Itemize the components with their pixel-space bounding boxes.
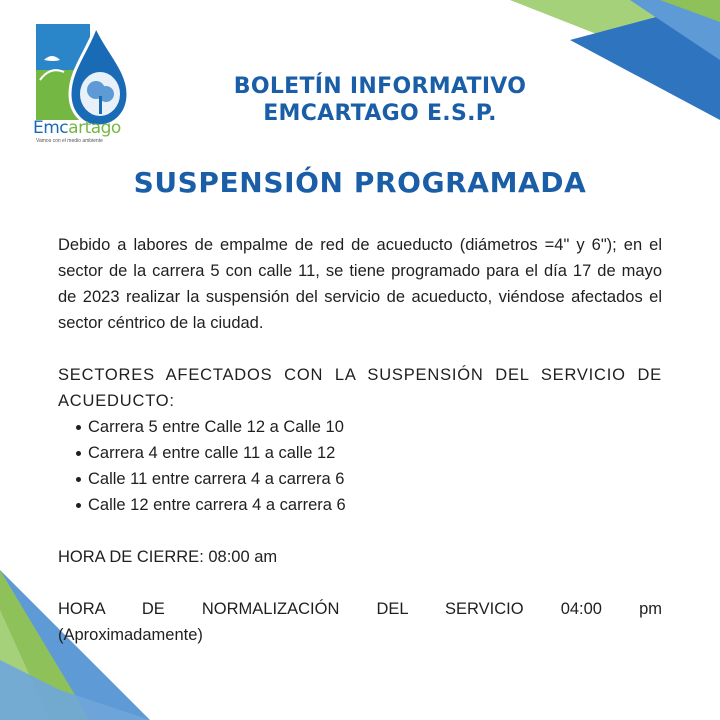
normalization-note: (Aproximadamente) <box>58 626 203 644</box>
logo-tagline: Vamos con el medio ambiente <box>36 138 103 144</box>
bulletin-body <box>58 232 662 648</box>
normalization-time: HORA DE NORMALIZACIÓN DEL SERVICIO 04:00 pm <box>58 600 662 618</box>
logo-wordmark: Emcartago <box>33 118 121 138</box>
intro-paragraph: Debido a labores de empalme de red de acueducto (diámetros =4" y 6"); en el sector de la carrera 5 con calle 11, se tiene programado para el día 17 de mayo de 2023 realizar la suspensión del servicio de acueducto, viéndose afectados el sector céntrico de la ciudad. <box>58 236 662 332</box>
sectors-heading: SECTORES AFECTADOS CON LA SUSPENSIÓN DEL SERVICIO DE ACUEDUCTO: <box>58 366 662 410</box>
bulletin-header-line2: EMCARTAGO E.S.P. <box>263 101 497 126</box>
bulletin-header-line1: BOLETÍN INFORMATIVO <box>233 74 527 99</box>
page-title: SUSPENSIÓN PROGRAMADA <box>133 166 587 199</box>
sectors-list <box>58 414 662 518</box>
closing-time: HORA DE CIERRE: 08:00 am <box>58 548 278 566</box>
bulletin-header <box>170 73 590 127</box>
list-item: Carrera 4 entre calle 11 a calle 12 <box>88 440 662 466</box>
list-item: Calle 11 entre carrera 4 a carrera 6 <box>88 466 662 492</box>
list-item: Calle 12 entre carrera 4 a carrera 6 <box>88 492 662 518</box>
list-item: Carrera 5 entre Calle 12 a Calle 10 <box>88 414 662 440</box>
